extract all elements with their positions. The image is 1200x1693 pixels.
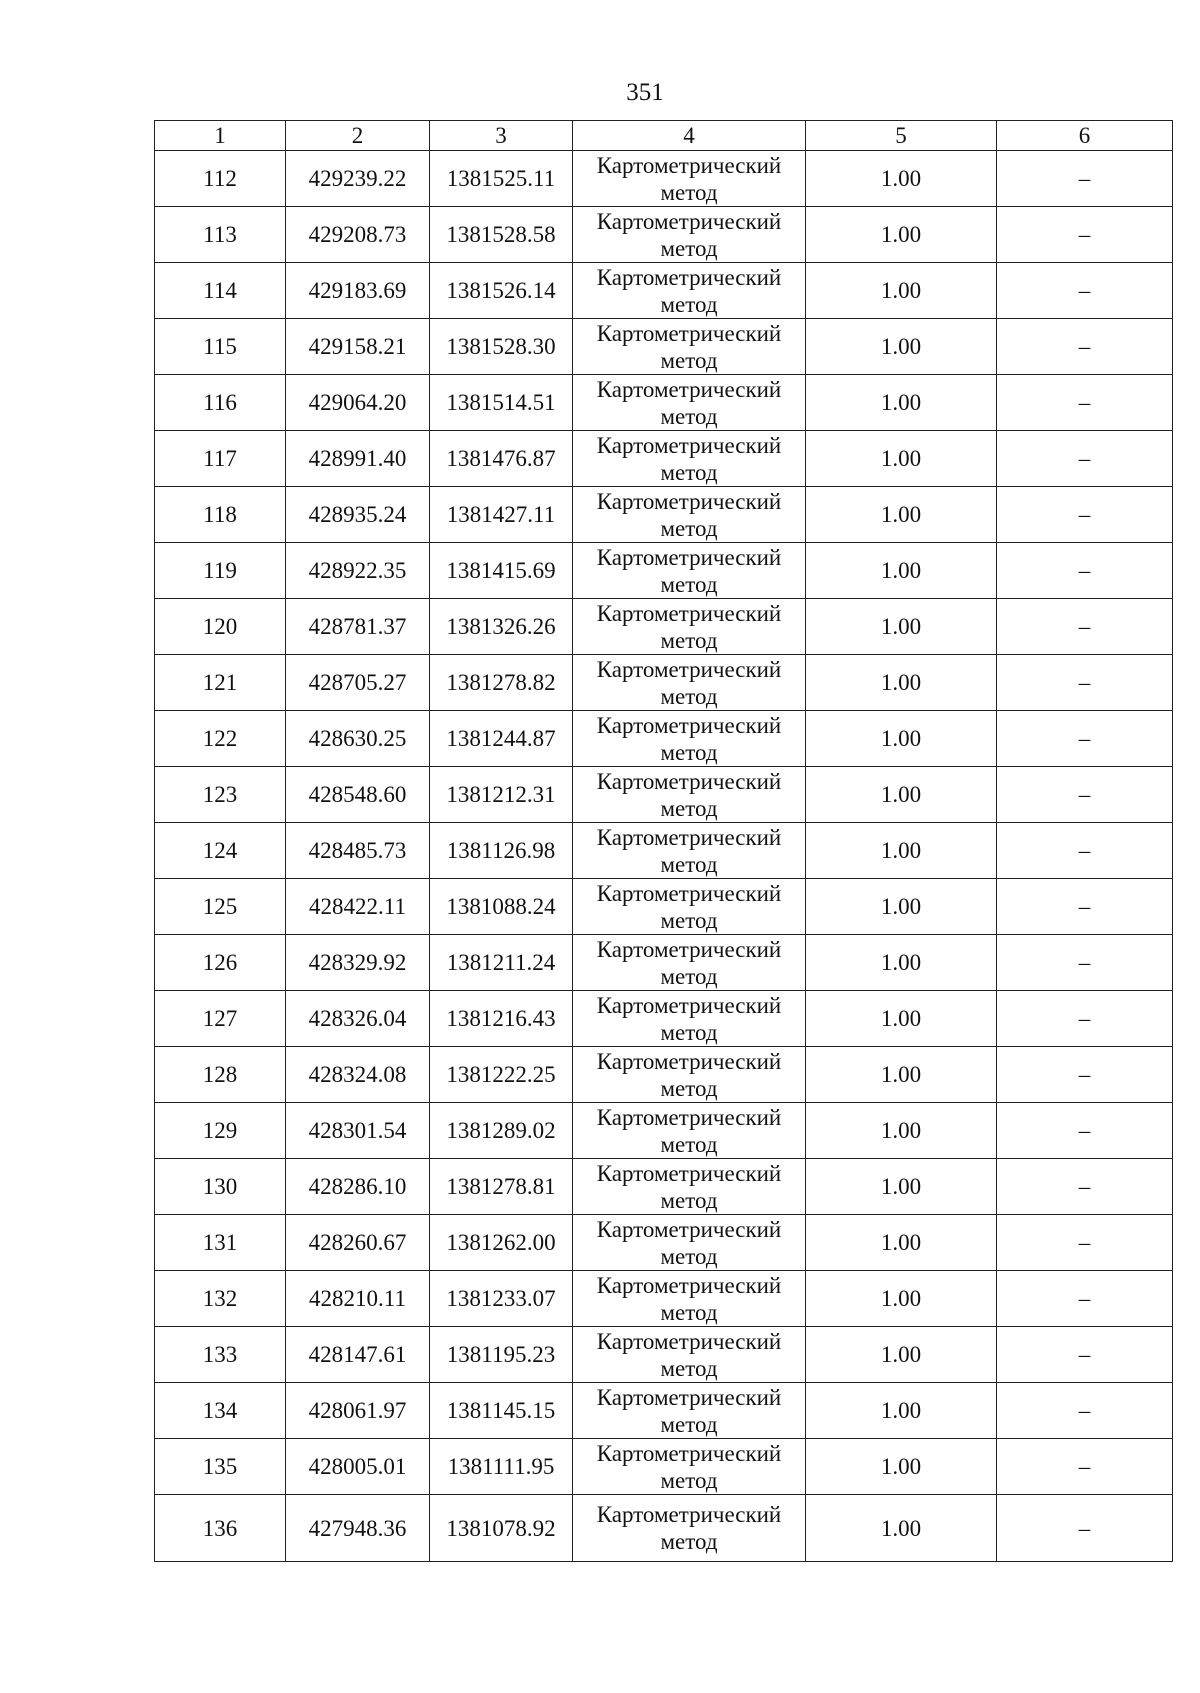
accuracy-cell: 1.00 [806,1383,997,1439]
point-number-cell: 129 [155,1103,286,1159]
accuracy-cell: 1.00 [806,767,997,823]
accuracy-cell: 1.00 [806,263,997,319]
point-number-cell: 124 [155,823,286,879]
point-number-cell: 136 [155,1495,286,1562]
y-coordinate-cell: 1381415.69 [430,543,573,599]
table-row [155,1439,1173,1495]
y-coordinate-cell: 1381078.92 [430,1495,573,1562]
method-cell: Картометрический метод [573,767,806,823]
x-coordinate-cell: 428301.54 [286,1103,430,1159]
table-row [155,1103,1173,1159]
method-cell: Картометрический метод [573,1159,806,1215]
method-cell: Картометрический метод [573,207,806,263]
accuracy-cell: 1.00 [806,991,997,1047]
method-cell: Картометрический метод [573,823,806,879]
y-coordinate-cell: 1381526.14 [430,263,573,319]
note-cell: – [997,1439,1173,1495]
note-cell: – [997,375,1173,431]
y-coordinate-cell: 1381244.87 [430,711,573,767]
x-coordinate-cell: 428548.60 [286,767,430,823]
point-number-cell: 114 [155,263,286,319]
note-cell: – [997,823,1173,879]
note-cell: – [997,263,1173,319]
note-cell: – [997,207,1173,263]
method-cell: Картометрический метод [573,543,806,599]
table-row [155,1215,1173,1271]
y-coordinate-cell: 1381111.95 [430,1439,573,1495]
method-cell: Картометрический метод [573,1439,806,1495]
note-cell: – [997,1215,1173,1271]
accuracy-cell: 1.00 [806,1271,997,1327]
table-row [155,767,1173,823]
accuracy-cell: 1.00 [806,711,997,767]
x-coordinate-cell: 428324.08 [286,1047,430,1103]
point-number-cell: 113 [155,207,286,263]
point-number-cell: 120 [155,599,286,655]
accuracy-cell: 1.00 [806,151,997,207]
point-number-cell: 130 [155,1159,286,1215]
y-coordinate-cell: 1381476.87 [430,431,573,487]
table-row [155,151,1173,207]
accuracy-cell: 1.00 [806,487,997,543]
accuracy-cell: 1.00 [806,655,997,711]
table-row [155,1159,1173,1215]
y-coordinate-cell: 1381126.98 [430,823,573,879]
point-number-cell: 128 [155,1047,286,1103]
x-coordinate-cell: 428935.24 [286,487,430,543]
point-number-cell: 133 [155,1327,286,1383]
method-cell: Картометрический метод [573,1271,806,1327]
x-coordinate-cell: 428286.10 [286,1159,430,1215]
point-number-cell: 119 [155,543,286,599]
point-number-cell: 125 [155,879,286,935]
table-row [155,207,1173,263]
page-number: 351 [626,79,664,106]
y-coordinate-cell: 1381326.26 [430,599,573,655]
y-coordinate-cell: 1381216.43 [430,991,573,1047]
x-coordinate-cell: 428630.25 [286,711,430,767]
method-cell: Картометрический метод [573,655,806,711]
x-coordinate-cell: 428705.27 [286,655,430,711]
note-cell: – [997,487,1173,543]
point-number-cell: 116 [155,375,286,431]
table-row [155,487,1173,543]
accuracy-cell: 1.00 [806,1215,997,1271]
note-cell: – [997,151,1173,207]
note-cell: – [997,879,1173,935]
method-cell: Картометрический метод [573,319,806,375]
y-coordinate-cell: 1381427.11 [430,487,573,543]
note-cell: – [997,543,1173,599]
column-header-2: 2 [286,121,430,151]
accuracy-cell: 1.00 [806,431,997,487]
accuracy-cell: 1.00 [806,1047,997,1103]
accuracy-cell: 1.00 [806,207,997,263]
accuracy-cell: 1.00 [806,879,997,935]
accuracy-cell: 1.00 [806,1103,997,1159]
point-number-cell: 134 [155,1383,286,1439]
column-header-5: 5 [806,121,997,151]
x-coordinate-cell: 428210.11 [286,1271,430,1327]
table-row [155,1383,1173,1439]
x-coordinate-cell: 428005.01 [286,1439,430,1495]
x-coordinate-cell: 428147.61 [286,1327,430,1383]
note-cell: – [997,1271,1173,1327]
accuracy-cell: 1.00 [806,935,997,991]
table-row [155,991,1173,1047]
note-cell: – [997,599,1173,655]
method-cell: Картометрический метод [573,935,806,991]
table-header [155,121,1173,151]
y-coordinate-cell: 1381211.24 [430,935,573,991]
x-coordinate-cell: 429064.20 [286,375,430,431]
y-coordinate-cell: 1381528.58 [430,207,573,263]
table-row [155,543,1173,599]
note-cell: – [997,1159,1173,1215]
x-coordinate-cell: 427948.36 [286,1495,430,1562]
accuracy-cell: 1.00 [806,1327,997,1383]
accuracy-cell: 1.00 [806,823,997,879]
y-coordinate-cell: 1381212.31 [430,767,573,823]
method-cell: Картометрический метод [573,151,806,207]
y-coordinate-cell: 1381278.81 [430,1159,573,1215]
x-coordinate-cell: 428326.04 [286,991,430,1047]
method-cell: Картометрический метод [573,1327,806,1383]
x-coordinate-cell: 428329.92 [286,935,430,991]
column-header-4: 4 [573,121,806,151]
x-coordinate-cell: 429208.73 [286,207,430,263]
method-cell: Картометрический метод [573,991,806,1047]
table-row [155,431,1173,487]
table-row [155,375,1173,431]
note-cell: – [997,1327,1173,1383]
x-coordinate-cell: 428991.40 [286,431,430,487]
note-cell: – [997,1495,1173,1562]
y-coordinate-cell: 1381195.23 [430,1327,573,1383]
method-cell: Картометрический метод [573,1495,806,1562]
y-coordinate-cell: 1381525.11 [430,151,573,207]
table-row [155,823,1173,879]
point-number-cell: 123 [155,767,286,823]
accuracy-cell: 1.00 [806,543,997,599]
table-row [155,655,1173,711]
column-header-1: 1 [155,121,286,151]
note-cell: – [997,1383,1173,1439]
point-number-cell: 117 [155,431,286,487]
method-cell: Картометрический метод [573,431,806,487]
x-coordinate-cell: 428061.97 [286,1383,430,1439]
note-cell: – [997,431,1173,487]
table-row [155,263,1173,319]
method-cell: Картометрический метод [573,263,806,319]
table-row [155,1271,1173,1327]
accuracy-cell: 1.00 [806,375,997,431]
table-row [155,1047,1173,1103]
note-cell: – [997,935,1173,991]
x-coordinate-cell: 428422.11 [286,879,430,935]
point-number-cell: 135 [155,1439,286,1495]
point-number-cell: 131 [155,1215,286,1271]
point-number-cell: 112 [155,151,286,207]
y-coordinate-cell: 1381233.07 [430,1271,573,1327]
x-coordinate-cell: 429183.69 [286,263,430,319]
table-row [155,1327,1173,1383]
table-row [155,1495,1173,1562]
y-coordinate-cell: 1381289.02 [430,1103,573,1159]
table-row [155,319,1173,375]
table-body [155,151,1173,1562]
point-number-cell: 118 [155,487,286,543]
x-coordinate-cell: 428485.73 [286,823,430,879]
y-coordinate-cell: 1381222.25 [430,1047,573,1103]
accuracy-cell: 1.00 [806,599,997,655]
table-row [155,599,1173,655]
coordinates-table [154,120,1173,1562]
table-row [155,935,1173,991]
method-cell: Картометрический метод [573,1103,806,1159]
y-coordinate-cell: 1381528.30 [430,319,573,375]
accuracy-cell: 1.00 [806,1439,997,1495]
note-cell: – [997,1047,1173,1103]
method-cell: Картометрический метод [573,1047,806,1103]
note-cell: – [997,991,1173,1047]
accuracy-cell: 1.00 [806,319,997,375]
column-header-6: 6 [997,121,1173,151]
note-cell: – [997,711,1173,767]
note-cell: – [997,319,1173,375]
table-row [155,879,1173,935]
y-coordinate-cell: 1381088.24 [430,879,573,935]
point-number-cell: 132 [155,1271,286,1327]
method-cell: Картометрический метод [573,711,806,767]
method-cell: Картометрический метод [573,375,806,431]
method-cell: Картометрический метод [573,1383,806,1439]
point-number-cell: 127 [155,991,286,1047]
x-coordinate-cell: 429158.21 [286,319,430,375]
table-row [155,711,1173,767]
y-coordinate-cell: 1381514.51 [430,375,573,431]
note-cell: – [997,1103,1173,1159]
y-coordinate-cell: 1381145.15 [430,1383,573,1439]
point-number-cell: 121 [155,655,286,711]
y-coordinate-cell: 1381262.00 [430,1215,573,1271]
method-cell: Картометрический метод [573,599,806,655]
method-cell: Картометрический метод [573,487,806,543]
point-number-cell: 126 [155,935,286,991]
note-cell: – [997,655,1173,711]
y-coordinate-cell: 1381278.82 [430,655,573,711]
point-number-cell: 115 [155,319,286,375]
header-row [155,121,1173,151]
x-coordinate-cell: 428922.35 [286,543,430,599]
x-coordinate-cell: 428781.37 [286,599,430,655]
x-coordinate-cell: 428260.67 [286,1215,430,1271]
note-cell: – [997,767,1173,823]
x-coordinate-cell: 429239.22 [286,151,430,207]
point-number-cell: 122 [155,711,286,767]
method-cell: Картометрический метод [573,1215,806,1271]
method-cell: Картометрический метод [573,879,806,935]
accuracy-cell: 1.00 [806,1495,997,1562]
accuracy-cell: 1.00 [806,1159,997,1215]
column-header-3: 3 [430,121,573,151]
